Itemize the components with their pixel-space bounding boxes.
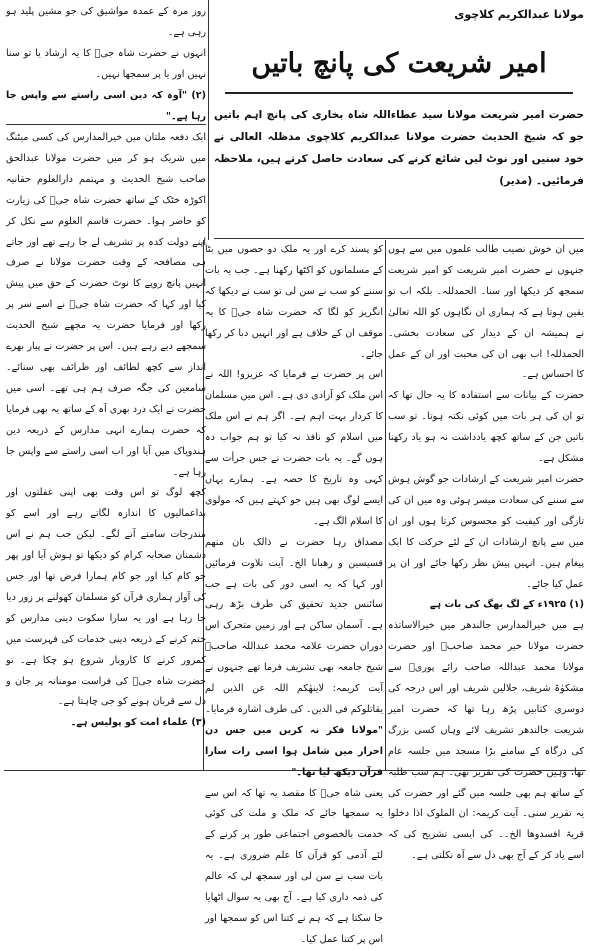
numbered-point: (۳) علماء امت کو پولیس ہے۔ [70, 717, 206, 729]
author-name: مولانا عبدالکریم کلاچوی [454, 8, 584, 21]
article-title: امیر شریعت کی پانچ باتیں [251, 48, 547, 79]
paragraph: حضرت کے بیانات سے استفادہ کا یہ حال تھا کہ تو ان کی ہر بات میں کوئی نکتہ ہوتا۔ تو سب باتیں جن کے ساتھ کچھ یادداشت نہ ہو یاد رکھنا مشکل ہے۔ [388, 390, 584, 465]
paragraph: یعنی شاہ جیؒ کا مقصد یہ تھا کہ اس سے یہ سمجھا جائے کہ ملک و ملت کی کوئی خدمت بالخصوص اجتماعی طور پر کرنے کے لئے آدمی کو قرآن کا علم ضروری ہے۔ یہ بات سب نے سن لی اور سمجھ لی کہ عالم کی ذمہ داری کیا ہے۔ آج بھی یہ سوال اٹھایا جا سکتا ہے کہ ہم نے کتنا اس کو سمجھا اور اس پر کتنا عمل کیا۔ [205, 787, 383, 945]
left-column-top [6, 2, 206, 127]
paragraph: کچھ لوگ تو اس وقت بھی اپنی غفلتوں اور بداعمالیوں کا اندازہ لگاتے رہے اور اسے کو مندرجات سامنے آنے لگے۔ لیکن جب ہم نے اس دشمنان صحابہ کرام کو دیکھا تو ہوش آیا اور پھر جو کام کیا اور جو کام ہمارا فرض تھا اور جس کی آواز ہماری قرآن کو مسلمان کھولنے پر زور دیا جا رہا ہے اور یہ سارا سکوت دینی مدارس کو ختم کرنے کے ذریعہ دینی خدمات کی فہرست میں کمزور کرنے کا کاروبار شروع ہو چکا ہے۔ تو حضرت شاہ جیؒ کی فراست مومنانہ پر جان و دل سے قربان ہونے کو جی چاہتا ہے۔ [6, 487, 206, 708]
left-column-body [6, 128, 206, 734]
paragraph: اس پر حضرت نے فرمایا کہ عزیزو! اللہ نے اس ملک کو آزادی دی ہے۔ اس میں مسلمان کا کردار بہت اہم ہے۔ اگر ہم نے اس ملک میں اسلام کو نافذ نہ کیا تو ہم جواب دہ ہوں گے۔ یہ بات حضرت نے جس جرأت سے کہی وہ تاریخ کا حصہ ہے۔ ہمارے یہاں ایسے لوگ بھی ہیں جو کہتے ہیں کہ مولوی کا اسلام الگ ہے۔ [205, 369, 383, 527]
paragraph: کو پسند کرے اور یہ ملک دو حصوں میں بٹا کے مسلمانوں کو اکٹھا رکھنا ہے۔ جب یہ بات سننے کو سب نے سن لی تو سب نے دیکھا کہ انگریز کو لگا کہ حضرت شاہ جیؒ کا یہ موقف ان کے خلاف ہے اور انہیں دبا کر رکھا جائے۔ [205, 244, 383, 360]
editor-intro: حضرت امیر شریعت مولانا سید عطاءاللہ شاہ بخاری کی پانچ اہم باتیں جو کہ شیخ الحدیث حضرت مولانا عبدالکریم کلاچوی مدظلہ العالی نے خود سنیں اور نوٹ لیں شائع کرنے کی سعادت حاصل کرتے ہیں، ملاحظہ فرمائیں۔ (مدیر) [214, 109, 584, 187]
paragraph: روز مرہ کے عمدہ مواشیق کی جو مشین پلید ہو رہی ہے۔ [6, 6, 206, 38]
title-underline [225, 92, 573, 94]
paragraph: ہے میں خیرالمدارس جالندھر میں خیرالاساتذہ حضرت مولانا خیر محمد صاحبؒ اور حضرت مولانا محمد عبداللہ صاحب رائے پوریؒ سے مشکوٰۃ شریف، جلالین شریف اور اس درجہ کی دوسری کتابیں پڑھ رہا تھا کہ حضرت امیر شریعت جالندھر تشریف لائے وہاں کسی بزرگ کی درگاہ کے سامنے بڑا مسجد میں جلسہ عام تھا، وہیں حضرت کی تقریر تھی۔ ہم سب طلبہ کے ساتھ ہم بھی جلسہ میں گئے اور حضرت کی یہ تقریر سنی۔ آیت کریمہ: ان الملوک اذا دخلوا قریۃ افسدوھا الخ۔۔ کی ایسی تشریح کی کہ اسے یاد کر کے آج بھی دل سے آہ نکلتی ہے۔ [388, 620, 584, 862]
paragraph: ایک دفعہ ملتان میں خیرالمدارس کی کسی میٹنگ میں شریک ہو کر میں حضرت مولانا عبدالحق صاحب شیخ الحدیث و مہتمم دارالعلوم حقانیہ اکوڑہ خٹک کے ساتھ حضرت شاہ جیؒ کی زیارت کو حاضر ہوا۔ حضرت قاسم العلوم سے نکل کر اپنے دولت کدہ پر تشریف لے جا رہے تھے اور جاتے ہی مصافحہ کے وقت حضرت مولانا نے صرف انہیں پانچ روپے کا نوٹ حضرت کے حق میں پیش کیا اور کہا کہ حضرت شاہ جیؒ نے اسے سر پر رکھا اور فرمایا حضرت یہ مجھے شیخ الحدیث سمجھے دیے رہے ہیں۔ اس پر حضرت نے پیار بھرے انداز سے کچھ لطائف اور ظرائف بھی سنائے۔ سامعین کی جگہ صرف ہم ہی تھے۔ اسی میں حضرت نے ایک درد بھری آہ کے ساتھ یہ بھی فرمایا کہ حضرت ہمارے انہی مدارس کے ذریعہ دین ہندوپاک میں آیا اور اب اسی راستے سے واپس جا رہا ہے۔ [6, 132, 206, 478]
column-divider [208, 0, 209, 240]
paragraph: انہوں نے حضرت شاہ جیؒ کا یہ ارشاد یا تو سنا نہیں اور یا پر سمجھا نہیں۔ [6, 47, 206, 80]
quotation: "مولانا فکر نہ کریں میں جس دن احرار میں شامل ہوا اسی رات سارا قرآن دیکھ لیا تھا۔" [205, 724, 383, 778]
paragraph: میں ان خوش نصیب طالب علموں میں سے ہوں جنہوں نے حضرت امیر شریعت کو امیر شریعت سمجھ کر دیکھا اور سنا۔ الحمدللہ۔ بلکہ اب تو یقین ہوتا ہے کہ ہماری ان نگاہوں کو اللہ تعالیٰ نے ہمیشہ ان کے دیدار کی سعادت بخشی۔ الحمدللہ! اب بھی ان کی محبت اور ان کے عمل کا احساس ہے۔ [388, 244, 584, 381]
column-divider [385, 240, 386, 770]
header-divider [214, 238, 584, 239]
middle-column [205, 240, 383, 951]
numbered-point: (۱) ۱۹۲۵ء کے لگ بھگ کی بات ہے [429, 599, 584, 611]
paragraph: حضرت امیر شریعت کے ارشادات جو گوش ہوش سے سننے کی سعادت میسر ہوئی وہ میں ان کی تازگی اور کیفیت کو محسوس کرتا ہوں اور ان میں سے پانچ ارشادات ان کے لئے حرکت کا ایک پیغام ہیں۔ انہیں پیش نظر رکھا جائے اور ان پر عمل کیا جائے۔ [388, 473, 584, 590]
right-column [388, 240, 584, 867]
paragraph: مصداق رہا حضرت نے ذالک بان منھم قسیسین و رھبانا الخ۔ آیت تلاوت فرمائیں اور کہا کہ یہ اسی دور کی بات ہے جب سائنس جدید تحقیق کی طرف بڑھ رہی ہے۔ آسمان ساکن ہے اور زمین متحرک اس دوران حضرت علامہ محمد عبداللہ صاحبؒ شیخ جامعہ بھی تشریف فرما تھے جنہوں نے آیت کریمہ: لاینھٰکم اللہ عن الذین لم یقاتلوکم فی الدین۔ کی طرف اشارہ فرمایا۔ [205, 536, 383, 715]
numbered-point: (۲) "آوہ کہ دین اسی راستے سے واپس جا رہا ہے۔" [6, 89, 206, 122]
